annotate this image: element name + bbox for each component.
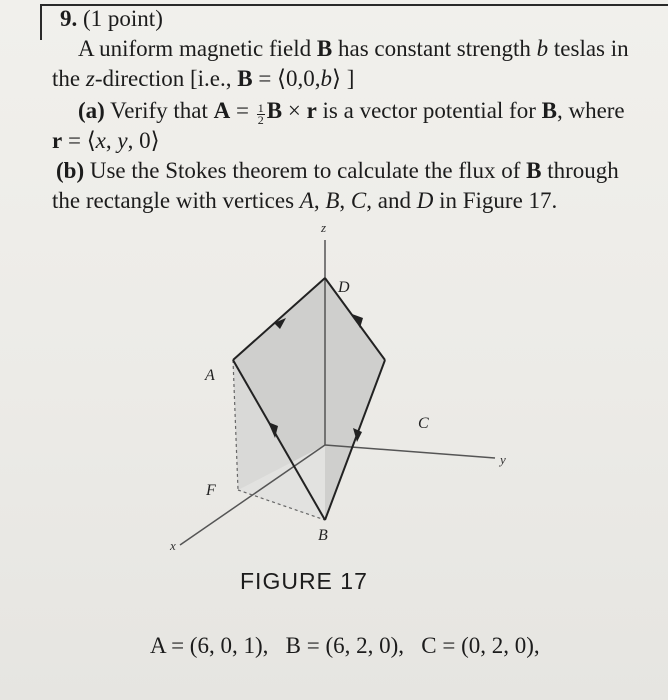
x-axis-label: x [170, 538, 176, 553]
box-left-border [40, 4, 42, 40]
coordinate-C: C = (0, 2, 0), [421, 633, 540, 658]
one-half-fraction: $\frac{1}{2}$ [257, 101, 264, 127]
z-axis-label: z [321, 220, 327, 235]
part-b-label: (b) [56, 158, 85, 183]
vertex-coordinates [150, 633, 540, 659]
r-definition-line: r = ⟨x, y, 0⟩ [52, 128, 160, 153]
part-b-line-2: the rectangle with vertices A, B, C, and D in Figure 17. [52, 188, 558, 213]
label-F: F [206, 482, 216, 499]
part-a-label: (a) [78, 98, 105, 123]
problem-header [60, 4, 163, 34]
problem-number: 9. [60, 6, 78, 31]
coordinate-A: A = (6, 0, 1), [150, 633, 269, 658]
statement-line-1: A uniform magnetic field B has constant strength b teslas in [78, 36, 629, 61]
label-A: A [205, 367, 215, 384]
y-axis-label: y [500, 452, 506, 467]
part-a-line: (a) Verify that A = $\frac{1}{2}$ B × r is a vector potential for B, where [78, 98, 625, 127]
figure-caption: FIGURE 17 [240, 568, 368, 594]
label-D: D [338, 279, 350, 296]
figure-17-diagram [150, 210, 530, 565]
coordinate-B: B = (6, 2, 0), [285, 633, 405, 658]
label-B: B [318, 527, 328, 544]
statement-line-2: the z-direction [i.e., B = ⟨0,0,b⟩ ] [52, 66, 355, 91]
label-C: C [418, 415, 429, 432]
part-b-line-1: (b) Use the Stokes theorem to calculate the flux of B through [56, 158, 619, 183]
problem-points: (1 point) [83, 6, 163, 31]
